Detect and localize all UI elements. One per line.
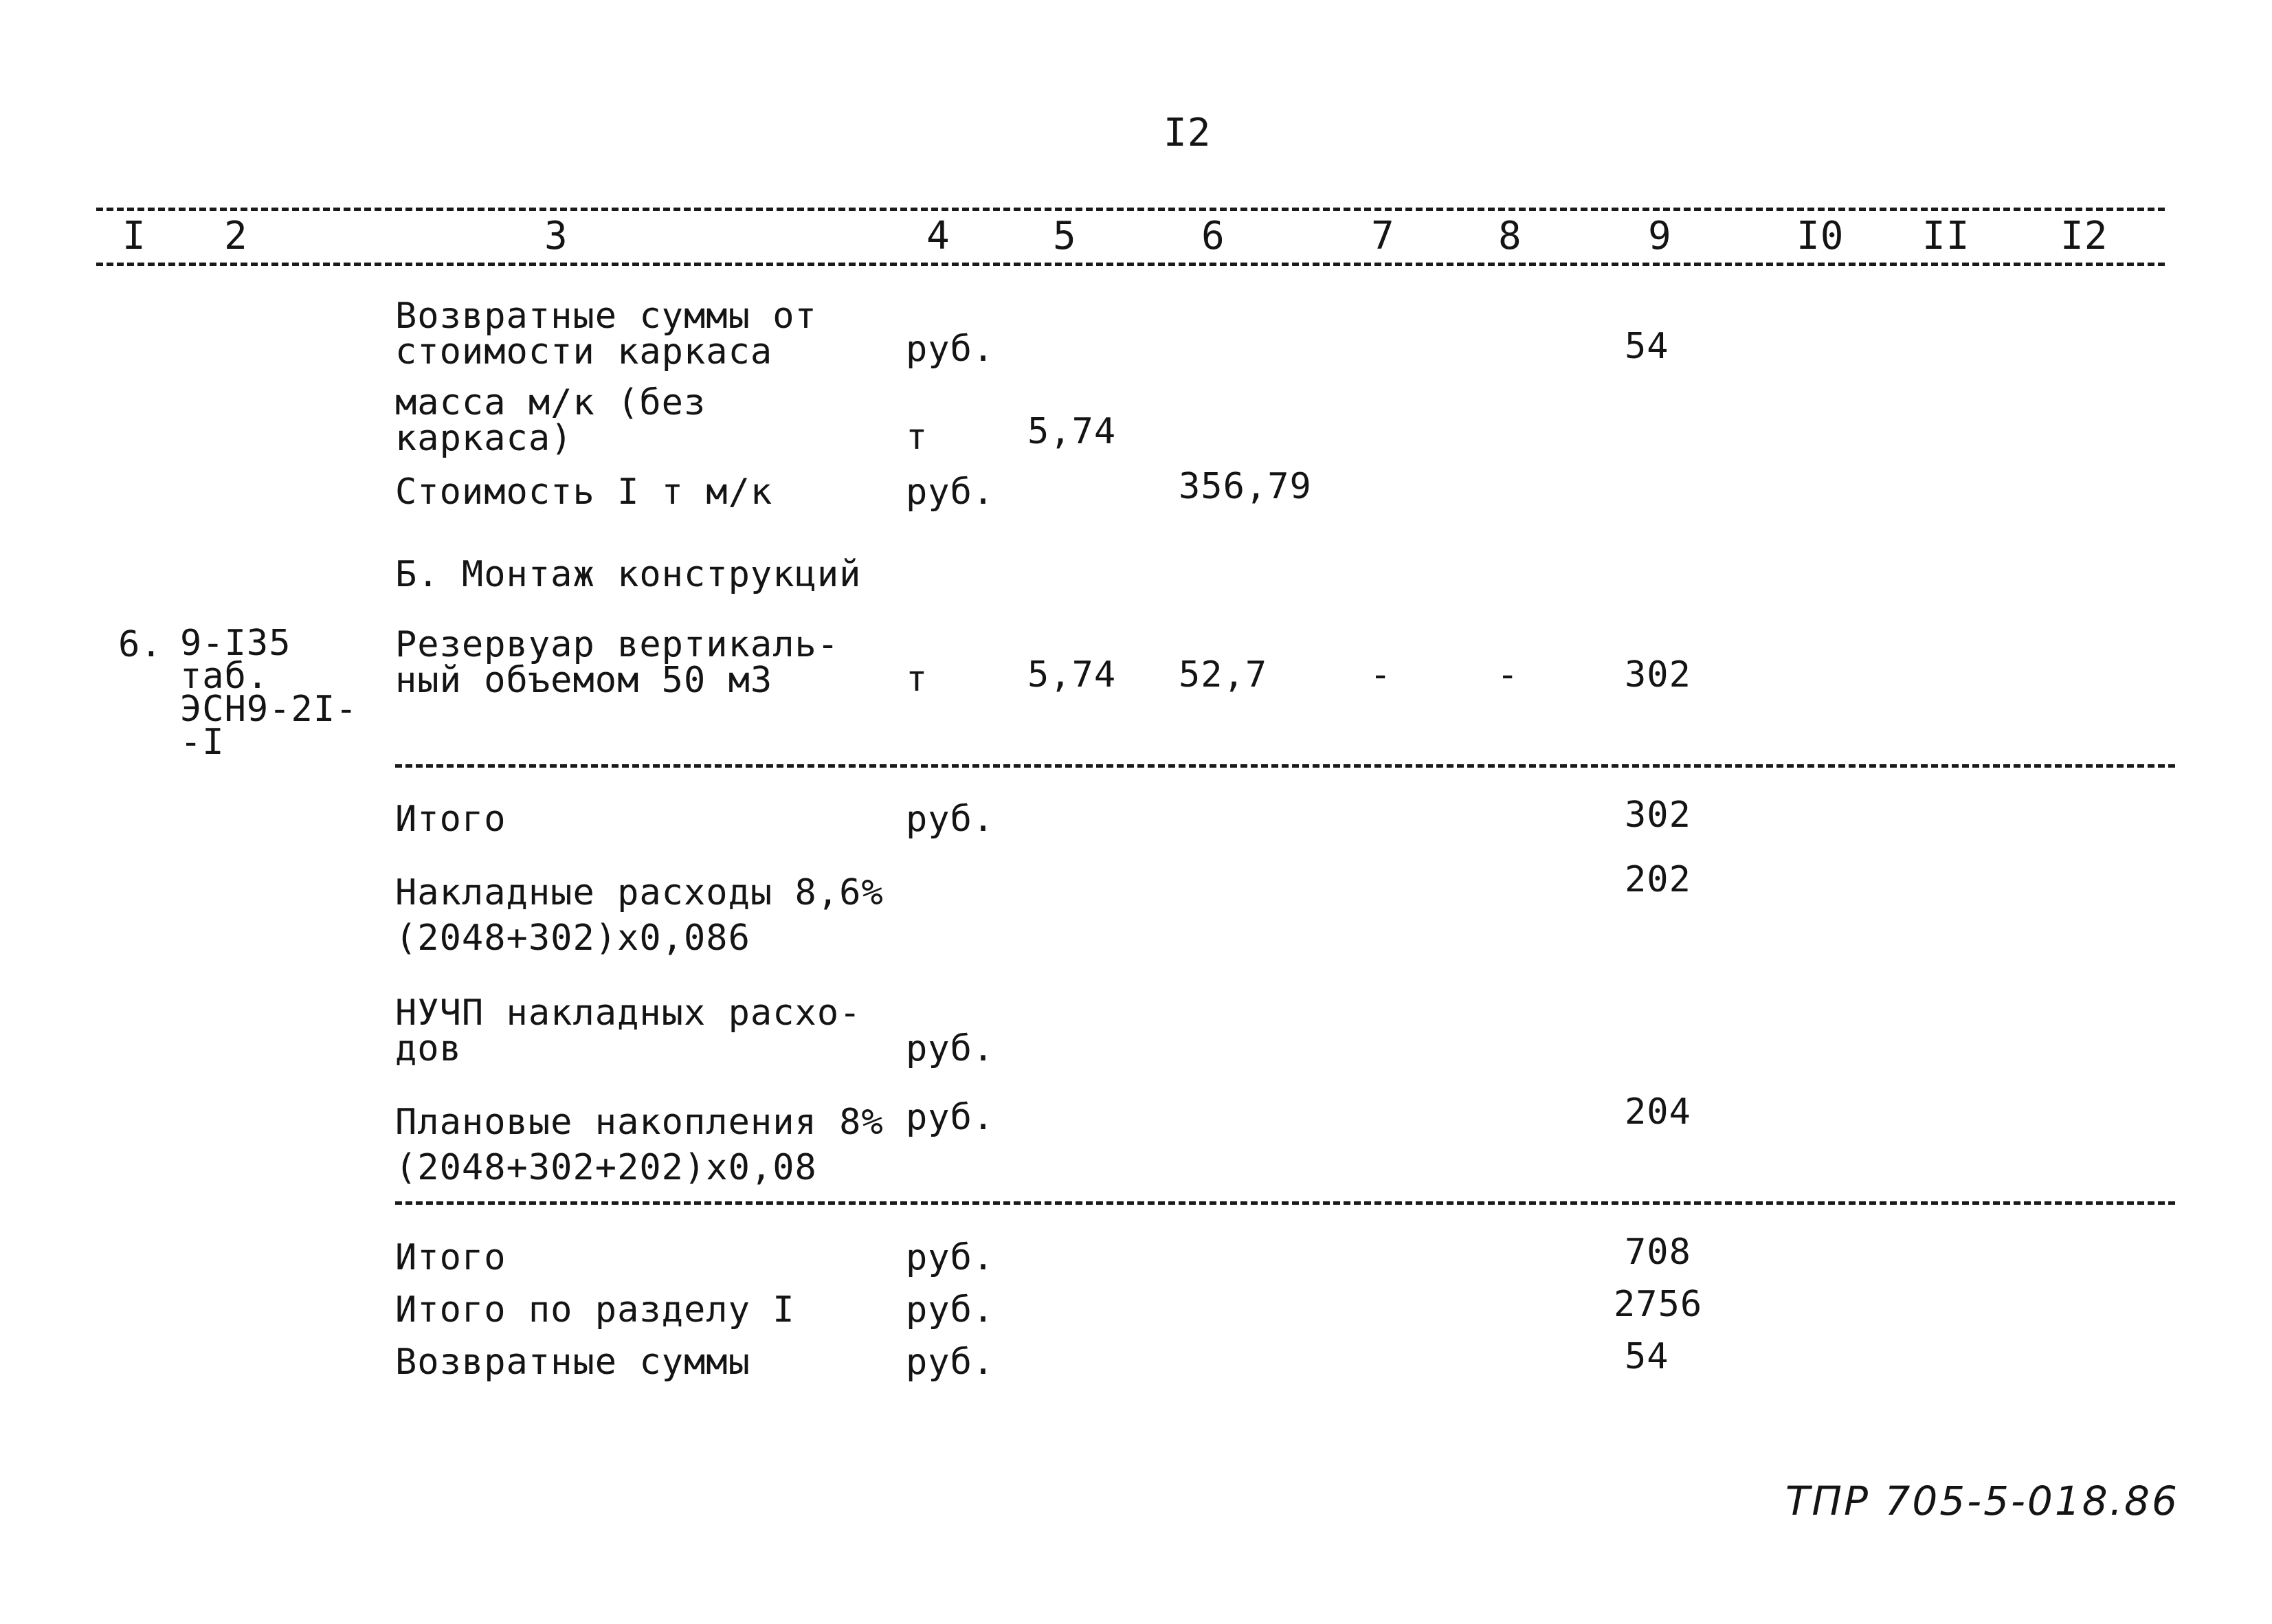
section-heading: Б. Монтаж конструкций — [395, 554, 862, 595]
column-header-9: 9 — [1648, 214, 1672, 258]
item-name: Итого — [395, 799, 506, 840]
column-header-6: 6 — [1201, 214, 1225, 258]
item-col9: 2756 — [1614, 1284, 1703, 1325]
item-name: НУЧП накладных расхо- дов — [395, 992, 862, 1069]
subtotal-rule — [395, 764, 2175, 768]
item-unit: руб. — [906, 471, 995, 513]
item-col9: 204 — [1625, 1091, 1691, 1133]
item-col7: - — [1370, 654, 1392, 696]
column-header-2: 2 — [224, 214, 248, 258]
document-code: ТПР 705-5-018.86 — [1785, 1478, 2179, 1524]
column-header-11: II — [1922, 214, 1970, 258]
item-name: Итого — [395, 1237, 506, 1278]
item-unit: руб. — [906, 329, 995, 370]
column-header-3: 3 — [544, 214, 568, 258]
item-unit: руб. — [906, 1237, 995, 1278]
column-header-5: 5 — [1053, 214, 1077, 258]
item-col9: 202 — [1625, 859, 1691, 900]
header-bottom-rule — [96, 263, 2165, 266]
item-col9: 708 — [1625, 1232, 1691, 1273]
item-name: Плановые накопления 8% (2048+302+202)x0,08 — [395, 1102, 884, 1188]
item-unit: т — [906, 658, 928, 700]
item-name: Возвратные суммы от стоимости каркаса — [395, 296, 817, 372]
item-unit: руб. — [906, 1028, 995, 1069]
item-unit: руб. — [906, 799, 995, 840]
column-header-10: I0 — [1796, 214, 1845, 258]
item-unit: т — [906, 416, 928, 458]
item-unit: руб. — [906, 1342, 995, 1383]
item-col9: 54 — [1625, 1336, 1669, 1377]
column-header-12: I2 — [2060, 214, 2108, 258]
item-col9: 302 — [1625, 794, 1691, 836]
norm-code: 9-I35 таб. ЭСН9-2I- -I — [180, 623, 358, 763]
column-header-7: 7 — [1371, 214, 1395, 258]
item-name: Итого по разделу I — [395, 1289, 795, 1331]
item-unit: руб. — [906, 1097, 995, 1138]
item-col6: 356,79 — [1179, 466, 1312, 507]
header-top-rule — [96, 208, 2165, 211]
item-col9: 54 — [1625, 326, 1669, 367]
row-number: 6. — [118, 624, 163, 665]
column-header-4: 4 — [926, 214, 950, 258]
column-header-8: 8 — [1498, 214, 1522, 258]
item-col5: 5,74 — [1027, 654, 1117, 696]
item-name: Резервуар вертикаль- ный объемом 50 м3 — [395, 624, 840, 701]
item-col6: 52,7 — [1179, 654, 1268, 696]
total-rule — [395, 1201, 2175, 1205]
item-col9: 302 — [1625, 654, 1691, 696]
page-number: I2 — [1163, 111, 1212, 155]
item-col8: - — [1497, 654, 1519, 696]
item-col5: 5,74 — [1027, 411, 1117, 452]
item-name: масса м/к (без каркаса) — [395, 382, 706, 459]
item-name: Стоимость I т м/к — [395, 471, 773, 513]
item-name: Накладные расходы 8,6% (2048+302)x0,086 — [395, 872, 884, 959]
column-header-1: I — [122, 214, 146, 258]
item-unit: руб. — [906, 1289, 995, 1331]
item-name: Возвратные суммы — [395, 1342, 750, 1383]
